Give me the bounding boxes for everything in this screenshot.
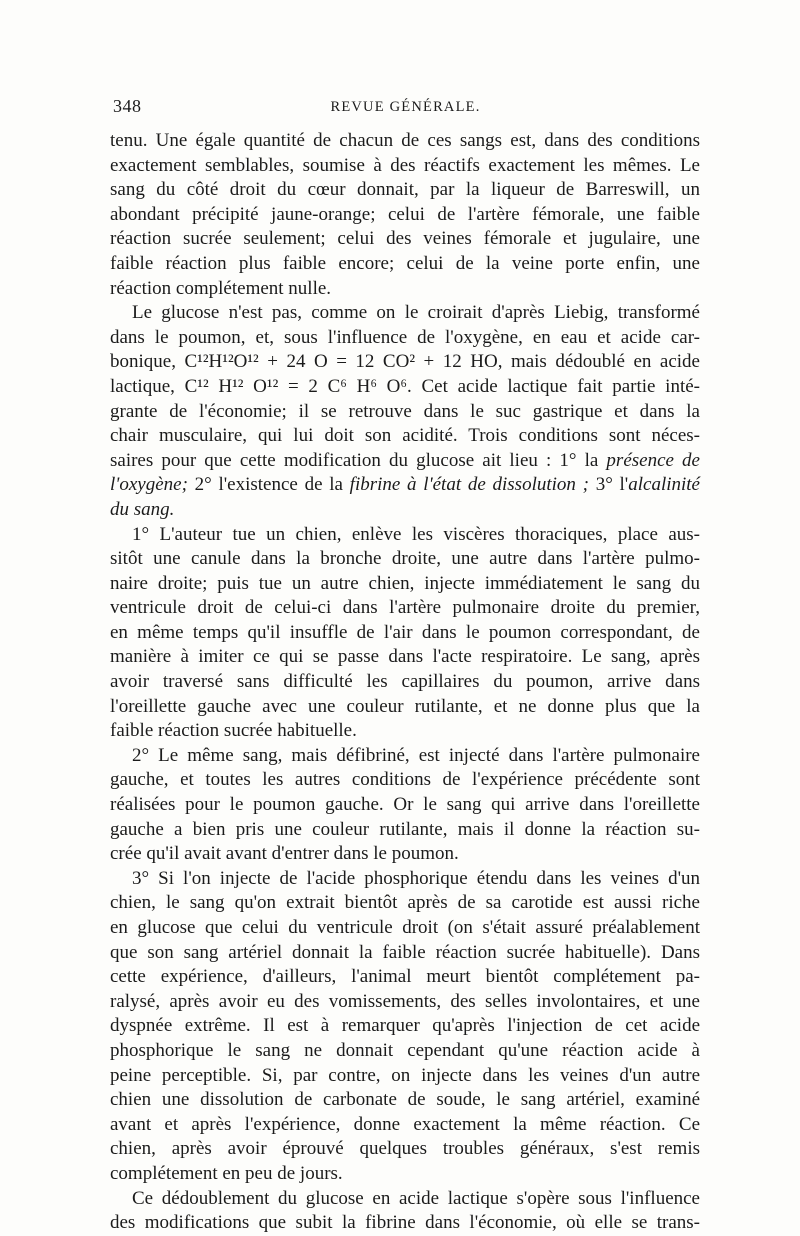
text-line: en glucose que celui du ventricule droit (on s'était assuré préalablement (110, 917, 700, 938)
text-line: 1° L'auteur tue un chien, enlève les viscères thoraciques, place aus- (132, 523, 700, 545)
text-line: sang du côté droit du cœur donnait, par la liqueur de Barreswill, un (110, 179, 700, 201)
text-line: sitôt une canule dans la bronche droite, une autre dans l'artère pulmo- (110, 548, 700, 570)
text-line: l'oreillette gauche avec une couleur rutilante, et ne donne plus que la (110, 695, 700, 717)
text-line: réalisées pour le poumon gauche. Or le sang qui arrive dans l'oreillette (110, 794, 700, 816)
text-line: crée qu'il avait avant d'entrer dans le poumon. (110, 843, 459, 865)
text-line: tenu. Une égale quantité de chacun de ces sangs est, dans des conditions (110, 130, 700, 151)
text-line: grante de l'économie; il se retrouve dans le suc gastrique et dans la (110, 400, 700, 422)
text-segment: présence de (606, 449, 700, 471)
body-text (110, 129, 700, 1236)
text-line: lactique, C¹² H¹² O¹² = 2 C⁶ H⁶ O⁶. Cet acide lactique fait partie inté- (110, 375, 700, 397)
text-line: cette expérience, d'ailleurs, l'animal meurt bientôt complétement pa- (110, 966, 700, 988)
page-header (113, 96, 698, 120)
text-line: chien, le sang qu'on extrait bientôt après de sa carotide est aussi riche (110, 892, 700, 914)
text-line: dyspnée extrême. Il est à remarquer qu'après l'injection de cet acide (110, 1015, 700, 1037)
text-segment: 3° l' (588, 474, 629, 496)
text-line: gauche a bien pris une couleur rutilante, mais il donne la réaction su- (110, 818, 700, 840)
text-line: faible réaction sucrée habituelle. (110, 720, 357, 742)
text-line: ventricule droit de celui-ci dans l'artère pulmonaire droite du premier, (110, 597, 700, 619)
text-segment: saires pour que cette modification du glucose ait lieu : 1° la (110, 449, 607, 471)
text-line: dans le poumon, et, sous l'influence de l'oxygène, en eau et acide car- (110, 326, 700, 348)
text-line: bonique, C¹²H¹²O¹² + 24 O = 12 CO² + 12 HO, mais dédoublé en acide (110, 351, 700, 373)
text-line: 2° Le même sang, mais défibriné, est injecté dans l'artère pulmonaire (132, 744, 700, 766)
text-line: phosphorique le sang ne donnait cependant qu'une réaction acide à (110, 1039, 700, 1061)
text-segment: 2° l'existence de la (187, 474, 350, 496)
page-number: 348 (113, 96, 142, 116)
text-line: manière à imiter ce qui se passe dans l'acte respiratoire. Le sang, après (110, 646, 700, 668)
text-line: réaction complétement nulle. (110, 277, 332, 299)
text-line: chien une dissolution de carbonate de soude, le sang artériel, examiné (110, 1089, 700, 1111)
text-line: exactement semblables, soumise à des réactifs exactement les mêmes. Le (110, 154, 700, 176)
text-line: des modifications que subit la fibrine dans l'économie, où elle se trans- (110, 1212, 700, 1234)
text-line: gauche, et toutes les autres conditions de l'expérience précédente sont (110, 769, 700, 791)
text-line: ralysé, après avoir eu des vomissements, des selles involontaires, et une (110, 990, 700, 1012)
text-segment: l'oxygène; (110, 474, 188, 496)
text-line: chair musculaire, qui lui doit son acidité. Trois conditions sont néces- (110, 425, 700, 447)
text-line: que son sang artériel donnait la faible réaction sucrée habituelle). Dans (110, 941, 700, 963)
text-segment: fibrine à l'état de dissolution ; (349, 474, 589, 496)
text-line: naire droite; puis tue un autre chien, injecte immédiatement le sang du (110, 572, 700, 594)
text-line: avoir traversé sans difficulté les capillaires du poumon, arrive dans (110, 671, 700, 693)
text-line: peine perceptible. Si, par contre, on injecte dans les veines d'un autre (110, 1064, 700, 1086)
text-line: chien, après avoir éprouvé quelques troubles généraux, s'est remis (110, 1138, 700, 1160)
text-line (110, 449, 700, 474)
text-line: avant et après l'expérience, donne exactement la même réaction. Ce (110, 1113, 700, 1135)
text-line: réaction sucrée seulement; celui des veines fémorale et jugulaire, une (110, 228, 700, 250)
text-line: 3° Si l'on injecte de l'acide phosphorique étendu dans les veines d'un (132, 867, 700, 889)
text-line: complétement en peu de jours. (110, 1162, 343, 1184)
text-line: Ce dédoublement du glucose en acide lactique s'opère sous l'influence (132, 1187, 700, 1209)
text-line: en même temps qu'il insuffle de l'air dans le poumon correspondant, de (110, 621, 700, 643)
text-line: abondant précipité jaune-orange; celui de l'artère fémorale, une faible (110, 203, 700, 225)
running-title: REVUE GÉNÉRALE. (330, 99, 481, 115)
text-line: du sang. (110, 498, 175, 520)
text-segment: alcalinité (628, 474, 700, 496)
text-line (110, 473, 700, 498)
text-line: Le glucose n'est pas, comme on le croirait d'après Liebig, transformé (132, 302, 700, 324)
text-line: faible réaction plus faible encore; celui de la veine porte enfin, une (110, 252, 700, 274)
